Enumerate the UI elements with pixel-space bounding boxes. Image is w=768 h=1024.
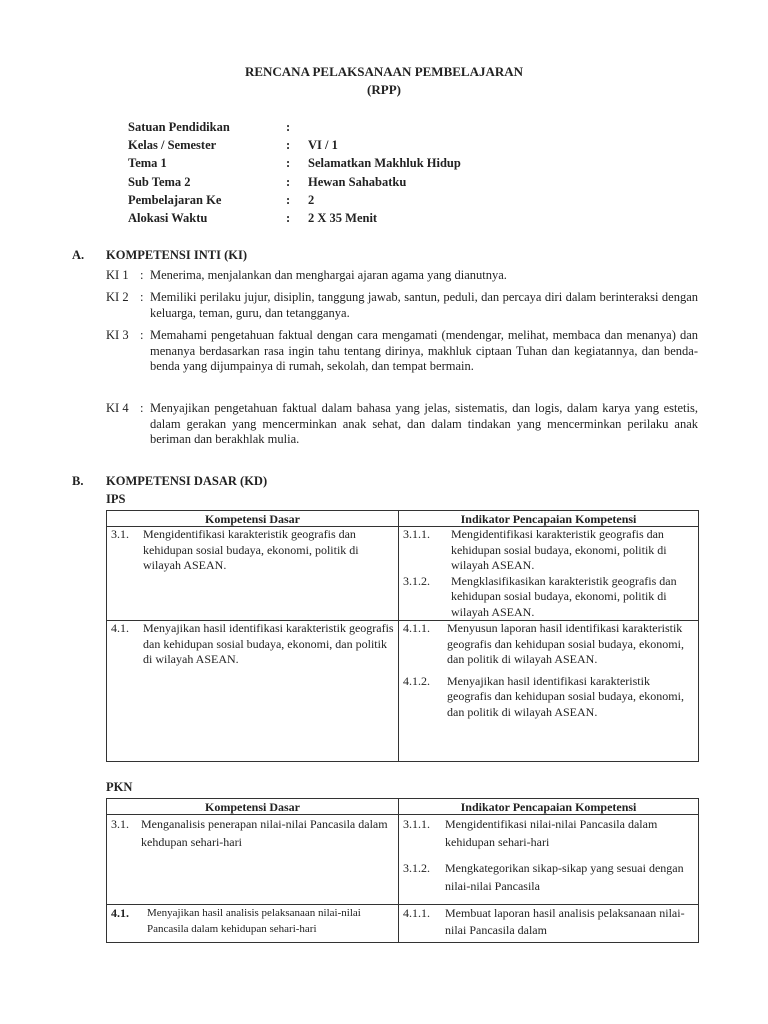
kd-text: Menyajikan hasil analisis pelaksanaan nilai-nilai Pancasila dalam kehidupan sehari-hari (147, 907, 361, 935)
ki-item (106, 268, 698, 284)
ki-text: Memiliki perilaku jujur, disiplin, tanggung jawab, santun, peduli, dan percaya diri dalam berinteraksi dengan keluarga, teman, guru, dan tetangganya. (150, 290, 698, 320)
identity-label: Tema 1 (128, 156, 167, 170)
pkn-table (106, 798, 699, 943)
identity-colon: : (286, 211, 291, 225)
section-letter: A. (72, 248, 85, 262)
identity-colon: : (286, 138, 291, 152)
ki-text: Memahami pengetahuan faktual dengan cara mengamati (mendengar, melihat, membaca dan menanya) dan menanya berdasarkan rasa ingin tahu tentang dirinya, makhluk ciptaan Tuhan dan kegiatannya, dan benda-benda yang dijumpainya di rumah, sekolah, dan tempat bermain. (150, 328, 698, 373)
identity-colon: : (286, 175, 291, 189)
identity-label: Sub Tema 2 (128, 175, 191, 189)
indicator-text: Menyajikan hasil identifikasi karakteristik geografis dan kehidupan sosial budaya, ekonomi, dan politik di wilayah ASEAN. (447, 673, 684, 719)
ki-text: Menerima, menjalankan dan menghargai ajaran agama yang dianutnya. (150, 268, 507, 282)
table-header-row (107, 799, 699, 815)
identity-label: Alokasi Waktu (128, 211, 208, 225)
column-header: Indikator Pencapaian Kompetensi (399, 799, 699, 815)
indicator-item (403, 859, 694, 895)
ki-code: KI 4 (106, 401, 129, 415)
indicator-text: Mengidentifikasi karakteristik geografis dan kehidupan sosial budaya, ekonomi, politik di wilayah ASEAN. (451, 527, 667, 572)
column-header: Kompetensi Dasar (107, 799, 399, 815)
indicator-item (403, 527, 694, 574)
table-row (107, 621, 699, 762)
identity-value: VI / 1 (308, 138, 338, 152)
ki-colon: : (140, 401, 144, 415)
indicator-text: Mengklasifikasikan karakteristik geografis dan kehidupan sosial budaya, ekonomi, politik di wilayah ASEAN. (451, 573, 677, 619)
table-row (107, 815, 699, 905)
table-row (107, 905, 699, 943)
indicator-text: Menyusun laporan hasil identifikasi karakteristik geografis dan kehidupan sosial budaya, ekonomi, dan politik di wilayah ASEAN. (447, 621, 684, 666)
indicator-number: 3.1.2. (403, 861, 430, 875)
ki-colon: : (140, 268, 144, 282)
kd-number: 4.1. (111, 906, 129, 920)
identity-label: Satuan Pendidikan (128, 120, 230, 134)
kd-text: Menganalisis penerapan nilai-nilai Pancasila dalam kehdupan sehari-hari (141, 817, 388, 849)
identity-value: 2 X 35 Menit (308, 211, 378, 225)
ki-text: Menyajikan pengetahuan faktual dalam bahasa yang jelas, sistematis, dan logis, dalam karya yang estetis, dalam gerakan yang mencerminkan anak sehat, dan dalam tindakan yang mencerminkan perilaku anak beriman dan berakhlak mulia. (150, 401, 698, 446)
indicator-number: 4.1.1. (403, 621, 430, 635)
kd-item (111, 905, 394, 937)
indicator-cell (399, 815, 699, 905)
kd-cell (107, 621, 399, 762)
section-letter: B. (72, 474, 84, 488)
indicator-number: 4.1.2. (403, 673, 430, 688)
ki-item (106, 290, 698, 321)
indicator-item (403, 574, 694, 621)
indicator-cell (399, 905, 699, 943)
indicator-cell (399, 621, 699, 762)
indicator-item (403, 905, 694, 939)
ki-code: KI 1 (106, 268, 129, 282)
identity-value: 2 (308, 193, 315, 207)
kd-text: Mengidentifikasi karakteristik geografis dan kehidupan sosial budaya, ekonomi, politik di wilayah ASEAN. (143, 527, 359, 572)
table-header-row (107, 511, 699, 527)
section-title: KOMPETENSI INTI (KI) (106, 248, 247, 262)
indicator-cell (399, 527, 699, 621)
kd-cell (107, 815, 399, 905)
column-header: Indikator Pencapaian Kompetensi (399, 511, 699, 527)
indicator-item (403, 815, 694, 851)
ki-colon: : (140, 290, 144, 304)
identity-label: Pembelajaran Ke (128, 193, 222, 207)
kd-cell (107, 527, 399, 621)
kd-number: 3.1. (111, 527, 129, 541)
indicator-text: Membuat laporan hasil analisis pelaksanaan nilai-nilai Pancasila dalam (445, 906, 685, 937)
ki-item (106, 401, 698, 448)
document-subtitle: (RPP) (367, 82, 401, 97)
indicator-number: 3.1.1. (403, 817, 430, 831)
kd-item (111, 527, 394, 574)
identity-label: Kelas / Semester (128, 138, 217, 152)
kd-number: 4.1. (111, 621, 129, 635)
kd-number: 3.1. (111, 817, 129, 831)
pkn-heading: PKN (106, 780, 133, 794)
indicator-number: 3.1.1. (403, 527, 430, 541)
indicator-text: Mengidentifikasi nilai-nilai Pancasila dalam kehidupan sehari-hari (445, 817, 658, 849)
identity-colon: : (286, 156, 291, 170)
indicator-text: Mengkategorikan sikap-sikap yang sesuai dengan nilai-nilai Pancasila (445, 861, 684, 893)
identity-colon: : (286, 120, 291, 134)
indicator-item (403, 674, 694, 721)
identity-value: Hewan Sahabatku (308, 175, 407, 189)
table-row (107, 527, 699, 621)
indicator-number: 3.1.2. (403, 573, 430, 588)
ki-code: KI 3 (106, 328, 129, 342)
indicator-number: 4.1.1. (403, 906, 430, 920)
kd-item (111, 815, 394, 851)
identity-value: Selamatkan Makhluk Hidup (308, 156, 461, 170)
ips-table (106, 510, 699, 762)
ki-code: KI 2 (106, 290, 129, 304)
ki-item (106, 328, 698, 375)
column-header: Kompetensi Dasar (107, 511, 399, 527)
kd-item (111, 621, 394, 668)
identity-colon: : (286, 193, 291, 207)
kd-text: Menyajikan hasil identifikasi karakteristik geografis dan kehidupan sosial budaya, ekonomi, dan politik di wilayah ASEAN. (143, 621, 394, 666)
section-title: KOMPETENSI DASAR (KD) (106, 474, 268, 488)
ips-heading: IPS (106, 492, 126, 506)
indicator-item (403, 621, 694, 668)
kd-cell (107, 905, 399, 943)
document-title: RENCANA PELAKSANAAN PEMBELAJARAN (244, 64, 524, 79)
ki-colon: : (140, 328, 144, 342)
